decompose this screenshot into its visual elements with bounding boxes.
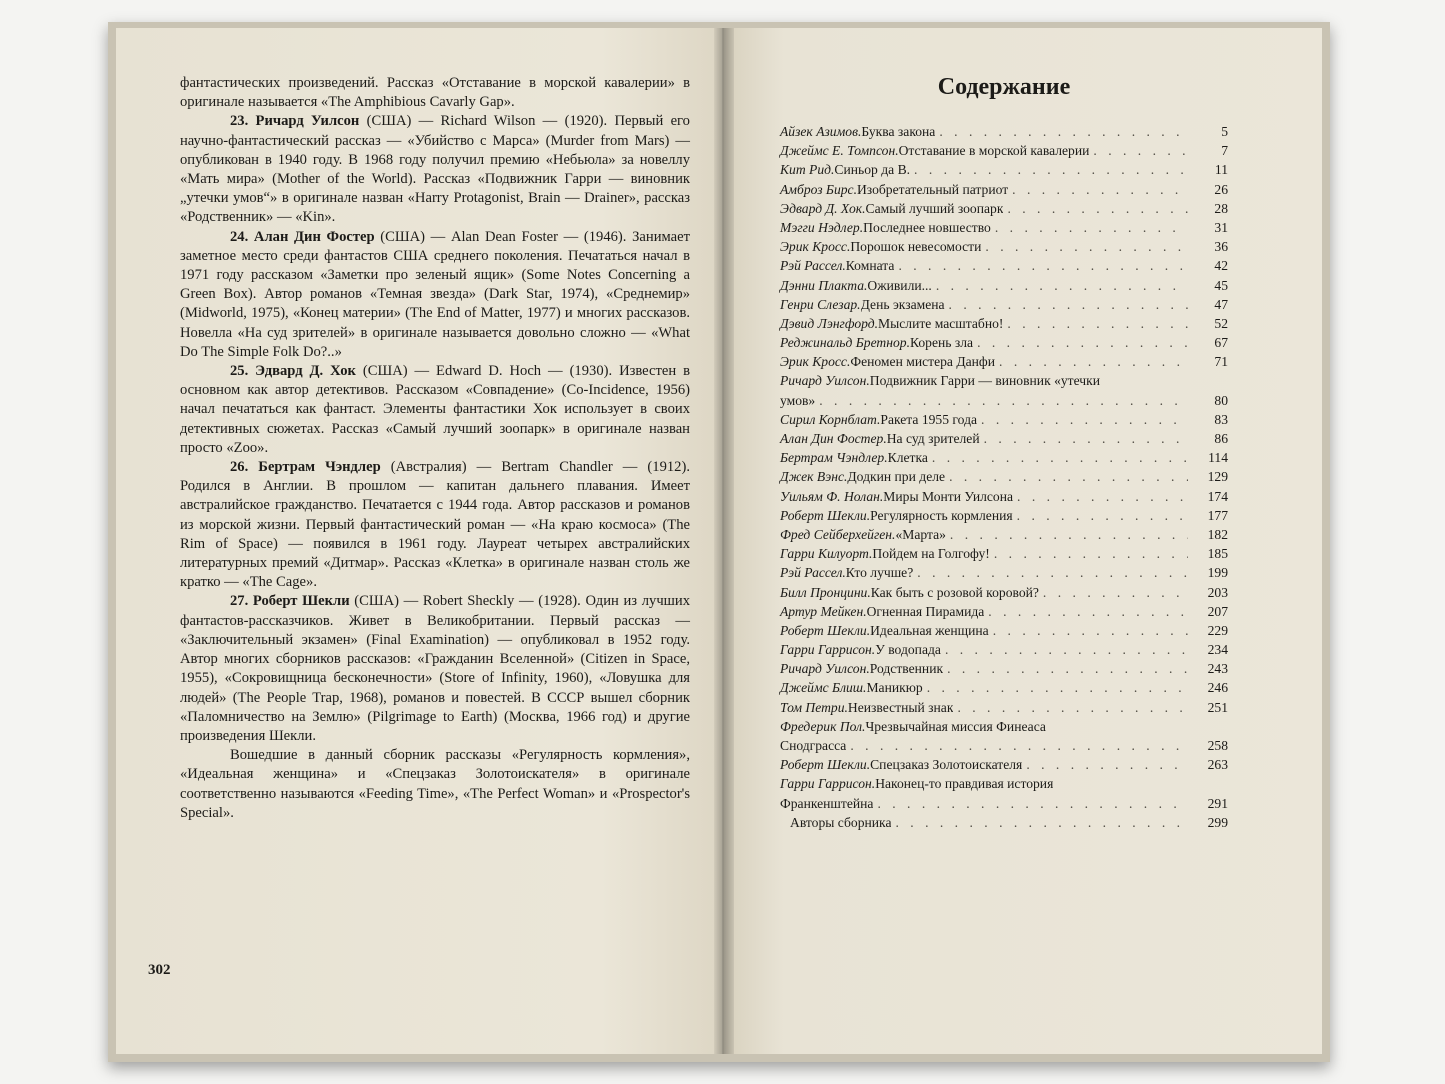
toc-leader-dots (995, 352, 1188, 371)
toc-page-number: 36 (1214, 239, 1228, 255)
toc-page-number: 174 (1207, 488, 1228, 504)
toc-page-number: 243 (1207, 661, 1228, 677)
toc-leader-dots (932, 276, 1188, 295)
toc-title-text: Франкенштейна (780, 795, 874, 811)
toc-title-text: Изобретательный патриот (856, 181, 1009, 197)
toc-title-text: Последнее новшество (863, 219, 991, 235)
toc-leader-dots (1089, 141, 1188, 160)
toc-leader-dots (946, 525, 1188, 544)
paragraph-text: (США) — Robert Sheckly — (1928). Один из лучших фантастов-рассказчиков. Живет в Великобритании. Первый рассказ — «Заключительный экзамен» (Final Examination) — опубликовал в 1952 году. Автор многих сборников рассказов: «Гражданин Вселенной» (Citizen in Space, 1955), «Сокровищница бесконечности» (Store of Infinity, 1960), «Ловушка для людей» (The People Trap, 1968), романов и повестей. В СССР вышел сборник «Паломничество на Землю» (Pilgrimage to Earth) (Москва, 1966 год) и другие произведения Шекли. (180, 593, 690, 744)
toc-author: Мэгги Нэдлер. (780, 219, 864, 235)
toc-leader-dots (1039, 583, 1188, 602)
toc-page-number: 299 (1207, 814, 1228, 830)
toc-entry (780, 314, 1228, 333)
toc-leader-dots (945, 295, 1188, 314)
toc-author: Ричард Уилсон. (780, 373, 870, 389)
toc-author: Джек Вэнс. (780, 469, 848, 485)
toc-entry-continued (780, 736, 1228, 755)
toc-author: Фредерик Пол. (780, 718, 866, 734)
toc-author: Роберт Шекли. (780, 757, 871, 773)
toc-entry (780, 371, 1228, 390)
toc-author: Уильям Ф. Нолан. (780, 488, 884, 504)
toc-author: Фред Сейберхейген. (780, 526, 896, 542)
toc-entry-continued (780, 794, 1228, 813)
toc-page-number: 199 (1207, 565, 1228, 581)
toc-page-number: 246 (1207, 680, 1228, 696)
paragraph (180, 592, 690, 746)
book-gutter (714, 28, 734, 1054)
paragraph-text: (Австралия) — Bertram Chandler — (1912). Родился в Англии. В прошлом — капитан дальнего плавания. Имеет австралийское гражданство. Печатается с 1944 года. Автор рассказов и романов из морской жизни. Первый фантастический роман — «На краю космоса» (The Rim of Space) — появился в 1961 году. Лауреат четырех австралийских литературных премий «Дитмар». Рассказ «Клетка» в оригинале назван столь же кратко — «The Cage». (180, 459, 690, 591)
toc-title-text: Отставание в морской кавалерии (898, 143, 1090, 159)
toc-author: Джеймс Е. Томпсон. (780, 143, 899, 159)
toc-page-number: 83 (1214, 411, 1228, 427)
toc-page-number: 42 (1214, 258, 1228, 274)
toc-leader-dots (891, 813, 1188, 832)
toc-title-text: Спецзаказ Золотоискателя (870, 757, 1023, 773)
toc-author: Бертрам Чэндлер. (780, 450, 888, 466)
toc-author: Амброз Бирс. (780, 181, 857, 197)
toc-title-text: Наконец-то правдивая история (875, 776, 1054, 792)
paragraph (180, 362, 690, 458)
toc-leader-dots (953, 698, 1188, 717)
toc-author: Артур Мейкен. (780, 603, 867, 619)
toc-entry (780, 218, 1228, 237)
toc-author: Гарри Гаррисон. (780, 776, 876, 792)
toc-title-text: Синьор да В. (834, 162, 911, 178)
paragraph-text: Вошедшие в данный сборник рассказы «Регулярность кормления», «Идеальная женщина» и «Спецзаказ Золотоискателя» в оригинале соответственно называются «Feeding Time», «The Perfect Woman» и «Prospector's Special». (180, 747, 690, 821)
toc-leader-dots (894, 256, 1188, 275)
toc-page-number: 31 (1214, 219, 1228, 235)
toc-title-text: Огненная Пирамида (866, 603, 985, 619)
toc-title: Содержание (937, 74, 1071, 100)
toc-entry (780, 237, 1228, 256)
toc-title-text: Регулярность кормления (870, 507, 1013, 523)
toc-author: Эрик Кросс. (780, 354, 851, 370)
toc-leader-dots (1003, 314, 1188, 333)
toc-author: Айзек Азимов. (780, 124, 862, 139)
toc-entry (780, 813, 1228, 832)
toc-title-text: Додкин при деле (847, 469, 946, 485)
toc-author: Алан Дин Фостер. (780, 431, 887, 446)
toc-page-number: 47 (1214, 296, 1228, 312)
toc-entry (780, 295, 1228, 314)
toc-leader-dots (941, 640, 1188, 659)
toc-title-text: У водопада (875, 642, 941, 658)
toc-title-text: Маникюр (866, 680, 923, 696)
paragraph (180, 112, 690, 227)
toc-entry (780, 602, 1228, 621)
toc-page-number: 114 (1208, 450, 1228, 466)
toc-entry (780, 698, 1228, 717)
toc-author: Роберт Шекли. (780, 622, 871, 638)
toc-entry (780, 448, 1228, 467)
toc-entry (780, 141, 1228, 160)
toc-title-text: Снодграсса (780, 738, 847, 753)
toc-entry (780, 276, 1228, 295)
toc-entry (780, 640, 1228, 659)
toc-entry (780, 352, 1228, 371)
toc-leader-dots (981, 237, 1188, 256)
toc-title-text: Идеальная женщина (870, 622, 989, 638)
toc-page-number: 28 (1214, 200, 1228, 216)
toc-author: Ричард Уилсон. (780, 661, 870, 677)
toc-title-text: На суд зрителей (886, 431, 980, 446)
toc-author: Роберт Шекли. (780, 507, 871, 523)
toc-title-text: Порошок невесомости (850, 239, 982, 255)
toc-leader-dots (989, 621, 1188, 640)
toc-entry (780, 333, 1228, 352)
toc-entry (780, 678, 1228, 697)
toc-title-text: Буква закона (861, 124, 936, 139)
toc-page-number: 67 (1214, 335, 1228, 351)
toc-page-number: 229 (1207, 622, 1228, 638)
toc-entry (780, 180, 1228, 199)
toc-author: Дэвид Лэнгфорд. (780, 315, 879, 331)
toc-page-number: 71 (1214, 354, 1228, 370)
toc-author: Дэнни Плакта. (780, 277, 868, 293)
toc-title-text: Миры Монти Уилсона (883, 488, 1014, 504)
toc-page-number: 5 (1221, 124, 1228, 139)
toc-title-text: Кто лучше? (845, 565, 914, 581)
toc-leader-dots (1003, 199, 1188, 218)
toc-page-number: 11 (1214, 162, 1228, 178)
toc-author: Рэй Рассел. (780, 565, 846, 581)
toc-title-text: умов» (780, 392, 816, 408)
toc-leader-dots (873, 794, 1188, 813)
toc-entry (780, 717, 1228, 736)
toc-author: Гарри Килуорт. (780, 546, 873, 562)
toc-author: Гарри Гаррисон. (780, 642, 876, 658)
toc-page-number: 129 (1207, 469, 1228, 485)
toc-title-text: Клетка (887, 450, 928, 466)
toc-page-number: 234 (1207, 642, 1228, 658)
toc-author: Эдвард Д. Хок. (780, 200, 866, 216)
toc-title-text: Оживили... (867, 277, 932, 293)
toc-page-number: 263 (1207, 757, 1228, 773)
toc-author: Джеймс Блиш. (780, 680, 867, 696)
toc-leader-dots (923, 678, 1188, 697)
toc-leader-dots (1013, 487, 1188, 506)
toc-title-text: Пойдем на Голгофу! (872, 546, 990, 562)
toc-page-number: 52 (1214, 315, 1228, 331)
toc-leader-dots (846, 736, 1188, 755)
toc-entry (780, 563, 1228, 582)
toc-page-number: 26 (1214, 181, 1228, 197)
toc-entry (780, 256, 1228, 275)
toc-leader-dots (1008, 180, 1188, 199)
toc-page-number: 80 (1214, 392, 1228, 408)
toc-entry (780, 774, 1228, 793)
toc-title-text: Корень зла (909, 335, 974, 351)
toc-entry (780, 525, 1228, 544)
toc-leader-dots (991, 218, 1188, 237)
table-of-contents (780, 122, 1228, 832)
toc-author: Эрик Кросс. (780, 239, 851, 255)
toc-page-number: 177 (1207, 507, 1228, 523)
toc-entry (780, 755, 1228, 774)
paragraph-text: (США) — Richard Wilson — (1920). Первый его научно-фантастический рассказ — «Убийство с Марса» (Murder from Mars) — опубликован в 1940 году. В 1968 году получил премию «Небьюла» за новеллу «Мать мира» (Mother of the World). Рассказ «Подвижник Гарри — виновник „утечки умов“» в оригинале назван «Harry Protagonist, Brain — Drainer», рассказ «Родственник» — «Kin». (180, 113, 690, 226)
toc-title-text: Мыслите масштабно! (878, 315, 1004, 331)
toc-entry (780, 487, 1228, 506)
toc-entry (780, 160, 1228, 179)
toc-entry (780, 410, 1228, 429)
toc-title-text: Подвижник Гарри — виновник «утечки (869, 373, 1101, 389)
toc-entry (780, 506, 1228, 525)
toc-entry (780, 544, 1228, 563)
toc-title-text: Комната (845, 258, 895, 274)
toc-leader-dots (984, 602, 1188, 621)
toc-leader-dots (910, 160, 1188, 179)
toc-page-number: 291 (1207, 795, 1228, 811)
toc-entry (780, 429, 1228, 448)
toc-title-text: Чрезвычайная миссия Финеаса (865, 718, 1046, 734)
toc-entry (780, 467, 1228, 486)
toc-page-number: 251 (1207, 699, 1228, 715)
toc-title-text: Как быть с розовой коровой? (870, 584, 1039, 600)
toc-title-text: «Марта» (895, 526, 946, 542)
toc-author: Рэй Рассел. (780, 258, 846, 274)
toc-leader-dots (928, 448, 1188, 467)
toc-title-text: Самый лучший зоопарк (865, 200, 1004, 216)
paragraph (180, 458, 690, 592)
toc-leader-dots (980, 429, 1188, 448)
toc-entry (780, 122, 1228, 141)
left-page-text (180, 74, 690, 823)
author-heading: 23. Ричард Уилсон (230, 113, 360, 130)
toc-author: Сирил Корнблат. (780, 411, 881, 427)
page-number: 302 (148, 962, 171, 978)
paragraph (180, 228, 690, 362)
toc-entry (780, 199, 1228, 218)
toc-entry (780, 621, 1228, 640)
toc-leader-dots (945, 467, 1188, 486)
paragraph (180, 746, 690, 823)
toc-author: Том Петри. (780, 699, 848, 715)
author-heading: 24. Алан Дин Фостер (230, 228, 375, 245)
toc-leader-dots (1022, 755, 1188, 774)
paragraph (180, 74, 690, 112)
toc-title-text: Родственник (869, 661, 944, 677)
paragraph-text: (США) — Edward D. Hoch — (1930). Известен в основном как автор детективов. Рассказом «Совпадение» (Co-Incidence, 1956) начал печататься как фантаст. Элементы фантастики Хок использует в своих детективных сюжетах. Рассказ «Самый лучший зоопарк» в оригинале назван просто «Zoo». (180, 363, 690, 456)
toc-leader-dots (943, 659, 1188, 678)
toc-title-text: Авторы сборника (790, 814, 892, 830)
toc-leader-dots (977, 410, 1188, 429)
author-heading: 25. Эдвард Д. Хок (230, 363, 356, 380)
toc-title-text: Ракета 1955 года (880, 411, 978, 427)
toc-entry-continued (780, 391, 1228, 410)
toc-page-number: 45 (1214, 277, 1228, 293)
toc-entry (780, 659, 1228, 678)
toc-title-text: День экзамена (860, 296, 945, 312)
paragraph-text: фантастических произведений. Рассказ «Отставание в морской кавалерии» в оригинале называется «The Amphibious Cavarly Gap». (180, 75, 690, 111)
toc-page-number: 7 (1221, 143, 1228, 159)
toc-page-number: 185 (1207, 546, 1228, 562)
toc-page-number: 182 (1207, 526, 1228, 542)
paragraph-text: (США) — Alan Dean Foster — (1946). Занимает заметное место среди фантастов США среднего поколения. Печататься начал в 1971 году рассказом «Заметки про зеленый ящик» (Some Notes Concerning a Green Box). Автор романов «Темная звезда» (Dark Star, 1974), «Среднемир» (Midworld, 1975), «Конец материи» (The End of Matter, 1977) и многих рассказов. Новелла «На суд зрителей» в оригинале называется довольно сложно — «What Do The Simple Folk Do?..» (180, 228, 690, 360)
toc-leader-dots (815, 391, 1188, 410)
toc-leader-dots (913, 563, 1188, 582)
toc-entry (780, 583, 1228, 602)
toc-page-number: 203 (1207, 584, 1228, 600)
toc-page-number: 258 (1207, 738, 1228, 753)
toc-title-text: Неизвестный знак (847, 699, 954, 715)
toc-leader-dots (990, 544, 1188, 563)
toc-author: Генри Слезар. (780, 296, 861, 312)
toc-author: Реджинальд Бретнор. (780, 335, 910, 351)
toc-leader-dots (935, 122, 1188, 141)
toc-title-text: Феномен мистера Данфи (850, 354, 996, 370)
toc-page-number: 86 (1214, 431, 1228, 446)
toc-leader-dots (973, 333, 1188, 352)
toc-page-number: 207 (1207, 603, 1228, 619)
toc-author: Кит Рид. (780, 162, 835, 178)
toc-author: Билл Пронцини. (780, 584, 871, 600)
author-heading: 26. Бертрам Чэндлер (230, 459, 381, 476)
toc-leader-dots (1013, 506, 1188, 525)
author-heading: 27. Роберт Шекли (230, 593, 350, 610)
